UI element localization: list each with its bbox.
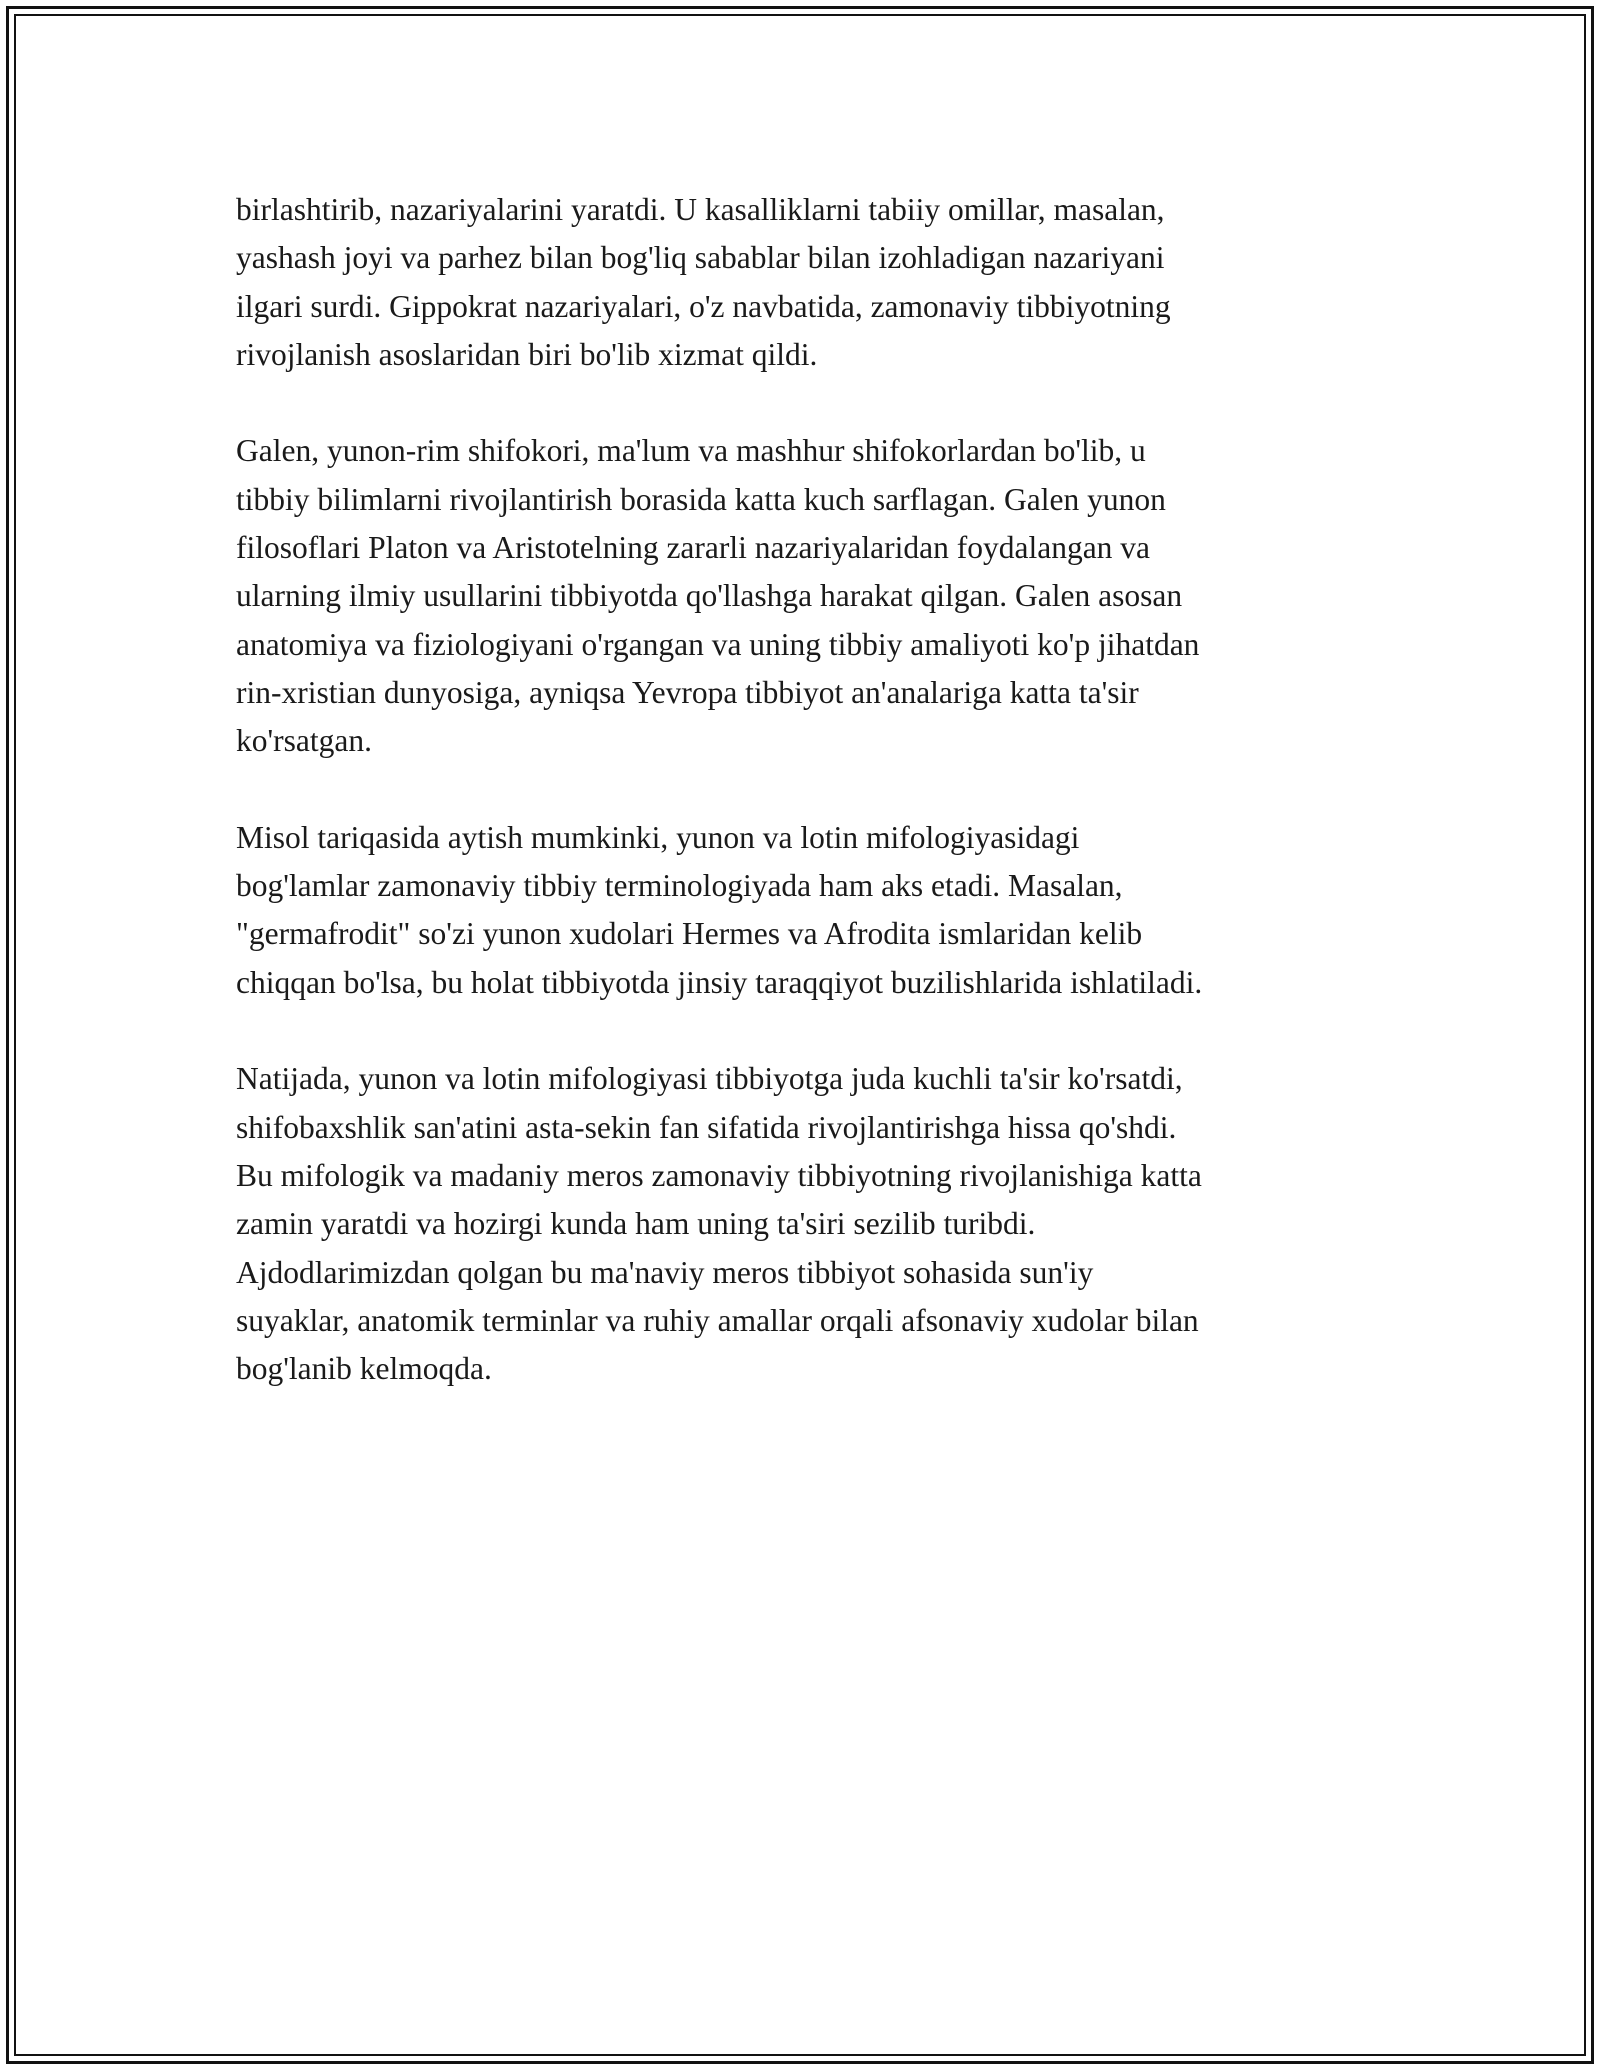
text-line: rin-xristian dunyosiga, ayniqsa Yevropa tibbiyot an'analariga katta ta'sir bbox=[236, 674, 1139, 710]
text-line: Bu mifologik va madaniy meros zamonaviy tibbiyotning rivojlanishiga katta bbox=[236, 1157, 1202, 1193]
text-line: bog'lamlar zamonaviy tibbiy terminologiyada ham aks etadi. Masalan, bbox=[236, 868, 1123, 904]
text-line: anatomiya va fiziologiyani o'rgangan va uning tibbiy amaliyoti ko'p jihatdan bbox=[236, 626, 1200, 662]
text-line: bog'lanib kelmoqda. bbox=[236, 1351, 492, 1387]
text-line: Galen, yunon-rim shifokori, ma'lum va mashhur shifokorlardan bo'lib, u bbox=[236, 433, 1146, 469]
text-line: birlashtirib, nazariyalarini yaratdi. U kasalliklarni tabiiy omillar, masalan, bbox=[236, 192, 1165, 227]
text-line: ularning ilmiy usullarini tibbiyotda qo'llashga harakat qilgan. Galen asosan bbox=[236, 578, 1183, 614]
text-line: Misol tariqasida aytish mumkinki, yunon va lotin mifologiyasidagi bbox=[236, 819, 1080, 855]
text-line: rivojlanish asoslaridan biri bo'lib xizmat qildi. bbox=[236, 336, 818, 372]
text-line: tibbiy bilimlarni rivojlantirish borasida katta kuch sarflagan. Galen yunon bbox=[236, 481, 1166, 517]
text-line: suyaklar, anatomik terminlar va ruhiy amallar orqali afsonaviy xudolar bilan bbox=[236, 1302, 1199, 1338]
document-body bbox=[236, 186, 1366, 1442]
text-line: chiqqan bo'lsa, bu holat tibbiyotda jinsiy taraqqiyot buzilishlarida ishlatiladi. bbox=[236, 964, 1203, 1000]
paragraph-2 bbox=[236, 427, 1366, 765]
text-line: Ajdodlarimizdan qolgan bu ma'naviy meros tibbiyot sohasida sun'iy bbox=[236, 1254, 1094, 1290]
text-line: ilgari surdi. Gippokrat nazariyalari, o'z navbatida, zamonaviy tibbiyotning bbox=[236, 288, 1171, 324]
paragraph-1 bbox=[236, 186, 1366, 379]
text-line: zamin yaratdi va hozirgi kunda ham uning ta'siri sezilib turibdi. bbox=[236, 1206, 1036, 1242]
text-line: yashash joyi va parhez bilan bog'liq sabablar bilan izohladigan nazariyani bbox=[236, 240, 1165, 276]
text-line: filosoflari Platon va Aristotelning zararli nazariyalaridan foydalangan va bbox=[236, 530, 1151, 566]
text-line: ko'rsatgan. bbox=[236, 723, 373, 759]
text-line: Natijada, yunon va lotin mifologiyasi tibbiyotga juda kuchli ta'sir ko'rsatdi, bbox=[236, 1061, 1183, 1097]
text-line: shifobaxshlik san'atini asta-sekin fan sifatida rivojlantirishga hissa qo'shdi. bbox=[236, 1109, 1177, 1145]
paragraph-4 bbox=[236, 1055, 1366, 1393]
paragraph-3 bbox=[236, 814, 1366, 1007]
text-line: "germafrodit" so'zi yunon xudolari Hermes va Afrodita ismlaridan kelib bbox=[236, 916, 1143, 952]
